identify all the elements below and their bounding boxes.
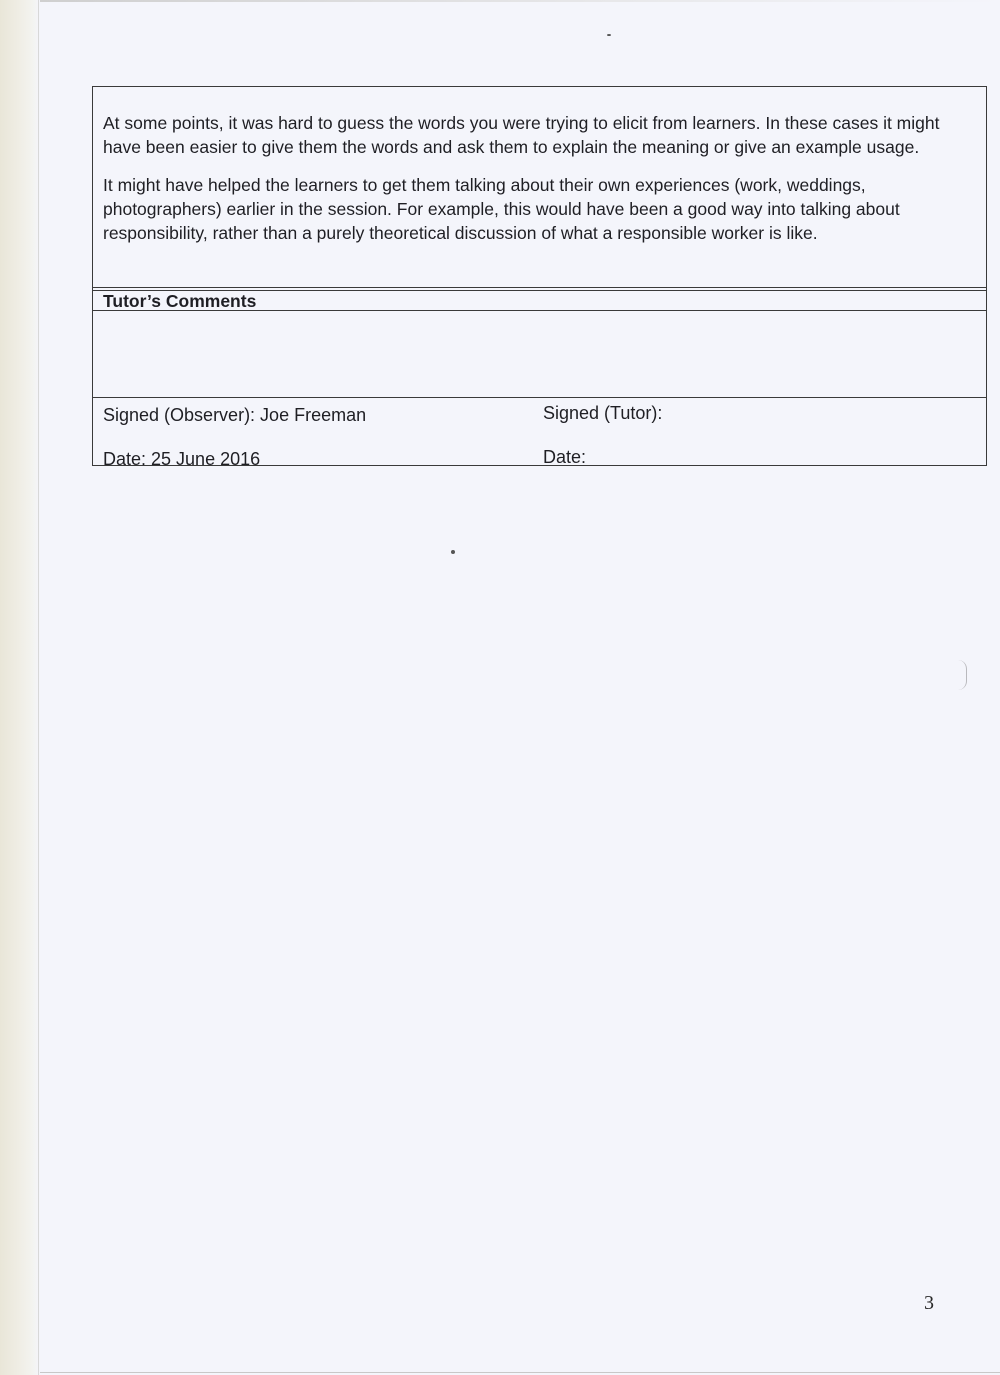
- observer-signature: Signed (Observer): Joe Freeman: [103, 405, 367, 425]
- paper-edge: [38, 0, 39, 1375]
- feedback-paragraph: At some points, it was hard to guess the words you were trying to elicit from learners. In these cases it might have been easier to give them the words and ask them to explain the meaning or give an example usage.: [103, 113, 940, 157]
- tutor-signature: Signed (Tutor):: [543, 403, 663, 423]
- scan-mark: [958, 660, 967, 690]
- observation-form-table: [92, 86, 987, 469]
- scan-speck: [607, 34, 611, 36]
- feedback-paragraph: It might have helped the learners to get them talking about their own experiences (work, weddings, photographers) earlier in the session. For example, this would have been a good way into talking about responsibility, rather than a purely theoretical discussion of what a responsible worker is like.: [103, 175, 900, 243]
- signature-row: [93, 398, 986, 469]
- tutor-comments-field: [93, 311, 986, 398]
- paper-top-edge: [40, 0, 1000, 2]
- tutor-date: Date:: [543, 447, 587, 467]
- scan-speck: [451, 550, 455, 554]
- observer-feedback-cell: [93, 87, 986, 288]
- observer-date: Date: 25 June 2016: [103, 449, 261, 469]
- page-number: 3: [924, 1292, 934, 1314]
- scanned-page-margin: [0, 0, 40, 1375]
- tutor-comments-heading: Tutor’s Comments: [93, 290, 986, 311]
- paper-bottom-edge: [40, 1372, 1000, 1373]
